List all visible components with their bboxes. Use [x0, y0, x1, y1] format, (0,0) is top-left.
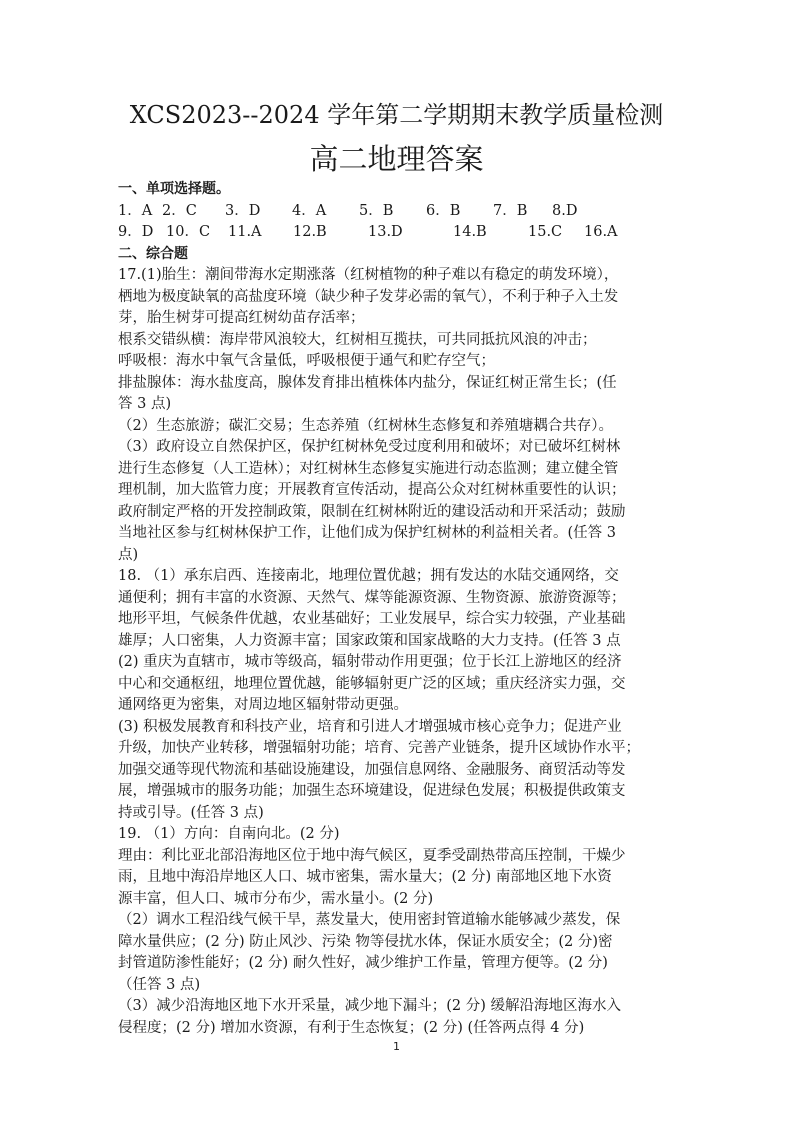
answer-text-line: 雄厚；人口密集，人力资源丰富；国家政策和国家战略的大力支持。(任答 3 点: [118, 632, 621, 649]
answer-body: [118, 179, 678, 1039]
mc-answer: 11.A: [228, 224, 262, 240]
mc-answers-row-2: [118, 222, 678, 244]
mc-answer: 13.D: [368, 224, 403, 240]
mc-answer: 9．D: [118, 224, 154, 240]
mc-answer: 3．D: [225, 202, 261, 219]
answer-text-line: 答 3 点): [118, 396, 172, 412]
answer-text-line: 栖地为极度缺氧的高盐度环境（缺少种子发芽必需的氧气），不利于种子入土发: [118, 288, 619, 305]
answer-text-line: 升级，加快产业转移，增强辐射功能；培育、完善产业链条，提升区域协作水平；: [118, 740, 640, 756]
answer-text-line: 地形平坦，气候条件优越，农业基础好；工业发展早，综合实力较强，产业基础: [118, 611, 626, 627]
answer-text-line: 中心和交通枢纽，地理位置优越，能够辐射更广泛的区域；重庆经济实力强，交: [118, 675, 626, 692]
answer-text-line: 呼吸根：海水中氧气含量低，呼吸根便于通气和贮存空气；: [118, 353, 495, 369]
section-heading-comprehensive: 二、综合题: [118, 245, 188, 262]
answer-text-line: （2）生态旅游；碳汇交易；生态养殖（红树林生态修复和养殖塘耦合共存）。: [118, 417, 613, 434]
mc-answer: 6．B: [426, 202, 461, 219]
answer-text-line: 当地社区参与红树林保护工作，让他们成为保护红树林的利益相关者。(任答 3: [118, 525, 616, 541]
page-number: 1: [393, 1040, 400, 1053]
answer-text-line: 政府制定严格的开发控制政策，限制在红树林附近的建设活动和开采活动；鼓励: [118, 503, 626, 520]
mc-answer: 10．C: [166, 224, 211, 240]
mc-answer: 5．B: [359, 202, 394, 219]
answer-text-line: 进行生态修复（人工造林）；对红树林生态修复实施进行动态监测；建立健全管: [118, 460, 619, 477]
mc-answer: 15.C: [528, 224, 563, 240]
answer-text-line: （2）调水工程沿线气候干旱，蒸发量大，使用密封管道输水能够减少蒸发，保: [118, 912, 621, 928]
answer-text-line: 理机制，加大监管力度；开展教育宣传活动，提高公众对红树林重要性的认识；: [118, 482, 626, 498]
answer-text-line: 源丰富，但人口、城市分布少，需水量小。(2 分): [118, 890, 434, 907]
answer-text-line: (2) 重庆为直辖市，城市等级高，辐射带动作用更强；位于长江上游地区的经济: [118, 654, 622, 670]
answer-text-line: 根系交错纵横：海岸带风浪较大，红树相互揽扶，可共同抵抗风浪的冲击；: [118, 331, 597, 348]
answer-text-line: 加强交通等现代物流和基础设施建设，加强信息网络、金融服务、商贸活动等发: [118, 761, 626, 778]
answer-text-line: 持或引导。(任答 3 点): [118, 804, 264, 821]
mc-answer: 2．C: [162, 202, 197, 219]
answer-text-line: 17.(1)胎生：潮间带海水定期涨落（红树植物的种子难以有稳定的萌发环境），: [118, 267, 619, 283]
answer-text-line: 18. （1）承东启西、连接南北，地理位置优越；拥有发达的水陆交通网络，交: [118, 568, 619, 584]
mc-answer: 12.B: [293, 224, 327, 240]
answer-text-line: 排盐腺体：海水盐度高，腺体发育排出植株体内盐分，保证红树正常生长；(任: [118, 374, 617, 391]
mc-answer: 4．A: [292, 202, 327, 219]
answer-text-line: 点): [118, 546, 139, 563]
answer-text-line: (3) 积极发展教育和科技产业，培育和引进人才增强城市核心竞争力；促进产业: [118, 718, 622, 735]
answer-text-line: （3）减少沿海地区地下水开采量，减少地下漏斗；(2 分) 缓解沿海地区海水入: [118, 998, 621, 1014]
exam-title: XCS2023--2024 学年第二学期期末教学质量检测: [129, 101, 664, 129]
mc-answer: 8.D: [552, 202, 578, 219]
answer-text-line: 通便利；拥有丰富的水资源、天然气、煤等能源资源、生物资源、旅游资源等；: [118, 589, 626, 606]
answer-text-line: 障水量供应；(2 分) 防止风沙、污染 物等侵扰水体，保证水质安全；(2 分)密: [118, 933, 613, 950]
answer-text-line: 雨，且地中海沿岸地区人口、城市密集，需水量大；(2 分) 南部地区地下水资: [118, 869, 612, 885]
mc-answer: 14.B: [453, 224, 487, 240]
answer-text-line: 封管道防渗性能好；(2 分) 耐久性好，减少维护工作量，管理方便等。(2 分): [118, 955, 608, 971]
answer-text-line: 通网络更为密集，对周边地区辐射带动更强。: [118, 697, 408, 713]
comprehensive-answers: [118, 265, 678, 1039]
answer-text-line: 展，增强城市的服务功能；加强生态环境建设，促进绿色发展；积极提供政策支: [118, 783, 626, 799]
answer-text-line: （3）政府设立自然保护区，保护红树林免受过度利用和破坏；对已破坏红树林: [118, 439, 621, 455]
answer-text-line: 芽，胎生树芽可提高红树幼苗存活率；: [118, 310, 365, 326]
answer-text-line: 19. （1）方向：自南向北。(2 分): [118, 826, 340, 842]
answer-text-line: 理由：利比亚北部沿海地区位于地中海气候区，夏季受副热带高压控制，干燥少: [118, 847, 626, 864]
answer-text-line: （任答 3 点): [118, 976, 201, 993]
mc-answers-row-1: [118, 201, 678, 223]
mc-answer: 1．A: [118, 202, 153, 219]
answer-text-line: 侵程度；(2 分) 增加水资源，有利于生态恢复；(2 分) (任答两点得 4 分): [118, 1019, 585, 1036]
mc-answer: 16.A: [584, 224, 618, 240]
mc-answer: 7．B: [493, 202, 528, 219]
page-title: 高二地理答案: [309, 142, 484, 176]
section-heading-multiple-choice: 一、单项选择题。: [118, 181, 230, 197]
